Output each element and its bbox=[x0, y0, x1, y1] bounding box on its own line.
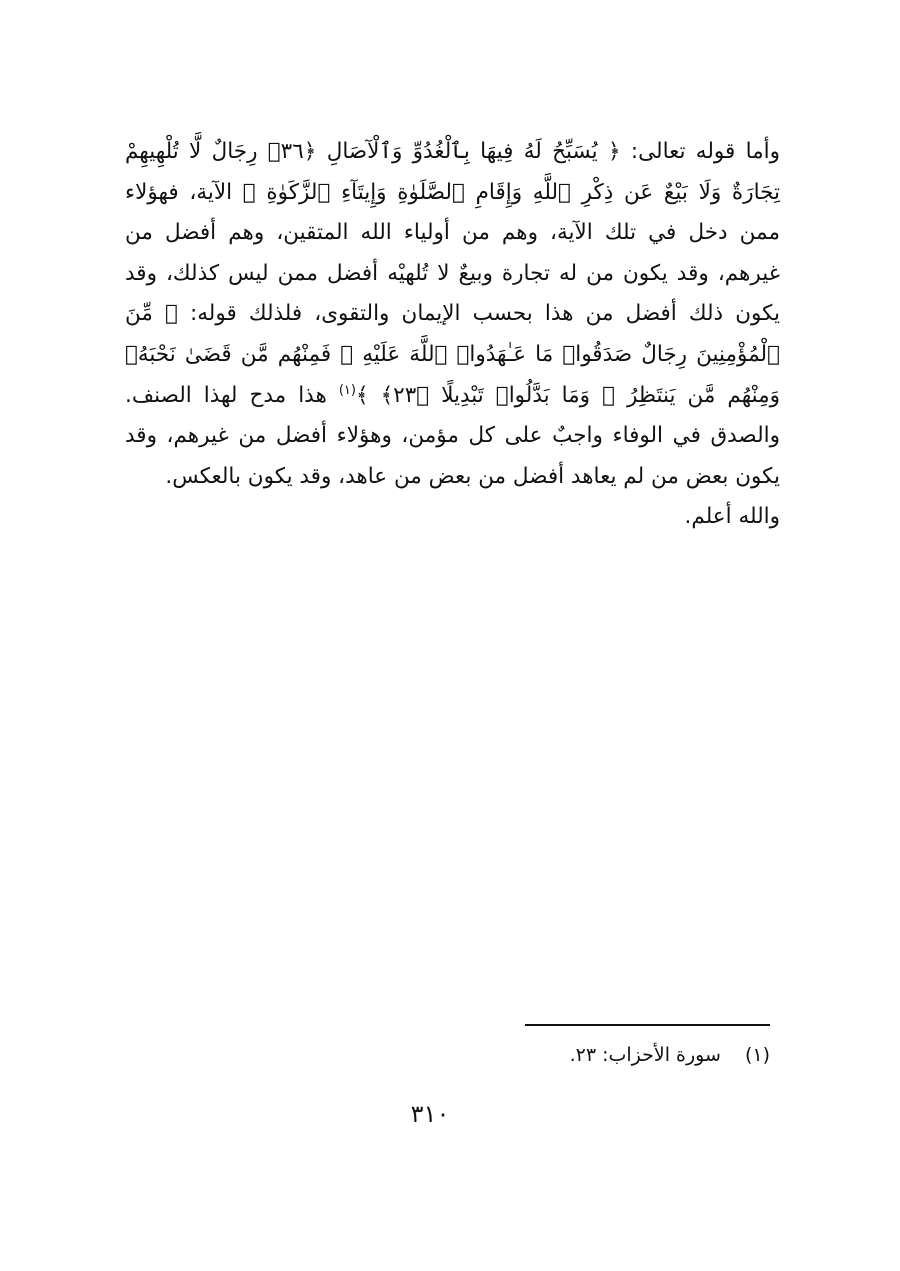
footnote bbox=[570, 1040, 770, 1070]
text-line-2: تِجَارَةٌ وَلَا بَيْعٌ عَن ذِكْرِ ٱللَّهِ وَإِقَامِ ٱلصَّلَوٰةِ وَإِيتَآءِ ٱلزَّكَوٰةِ ﴾ الآية، فهؤلاء ممن دخل bbox=[125, 179, 780, 246]
page-number: ٣١٠ bbox=[410, 1100, 450, 1128]
footnote-text: سورة الأحزاب: ٢٣. bbox=[569, 1044, 721, 1066]
text-line-7: يَنتَظِرُ ۖ وَمَا بَدَّلُوا۟ تَبْدِيلًا ﴿٢٣﴾ ﴾ bbox=[355, 382, 676, 408]
footnote-divider bbox=[525, 1024, 770, 1026]
text-line-8: الوفاء واجبٌ على كل مؤمن، وهؤلاء أفضل من غيرهم، وقد يكون bbox=[125, 423, 780, 489]
text-line-6: ﴿ مِّنَ ٱلْمُؤْمِنِينَ رِجَالٌ صَدَقُوا۟ مَا عَـٰهَدُوا۟ ٱللَّهَ عَلَيْهِ ۖ فَمِنْهُم مَّن قَضَىٰ نَحْبَهُۥ وَمِنْهُم مَّن bbox=[125, 301, 780, 408]
main-text-block bbox=[125, 132, 780, 538]
text-line-1: وأما قوله تعالى: ﴿ يُسَبِّحُ لَهُ فِيهَا بِٱلْغُدُوِّ وَٱلْآصَالِ ﴿٣٦﴾ رِجَالٌ لَّا تُلْهِيهِمْ bbox=[125, 139, 780, 164]
text-line-7-tail: هذا مدح لهذا الصنف. والصدق في bbox=[125, 382, 780, 449]
text-line-9: بعض من لم يعاهد أفضل من بعض من عاهد، وقد يكون بالعكس. bbox=[165, 463, 729, 489]
text-line-5: يكون ذلك أفضل من هذا بحسب الإيمان والتقوى، فلذلك قوله: bbox=[190, 301, 780, 327]
text-line-4: وقد يكون من له تجارة وبيعٌ لا تُلهيْه أفضل ممن ليس كذلك، وقد bbox=[125, 260, 709, 286]
footnote-reference[interactable]: (١) bbox=[338, 382, 356, 398]
footnote-number: (١) bbox=[744, 1044, 770, 1066]
text-line-3: في تلك الآية، وهم من أولياء الله المتقين، وهم أفضل من غيرهم، bbox=[125, 220, 780, 286]
text-line-10: والله أعلم. bbox=[684, 504, 780, 530]
